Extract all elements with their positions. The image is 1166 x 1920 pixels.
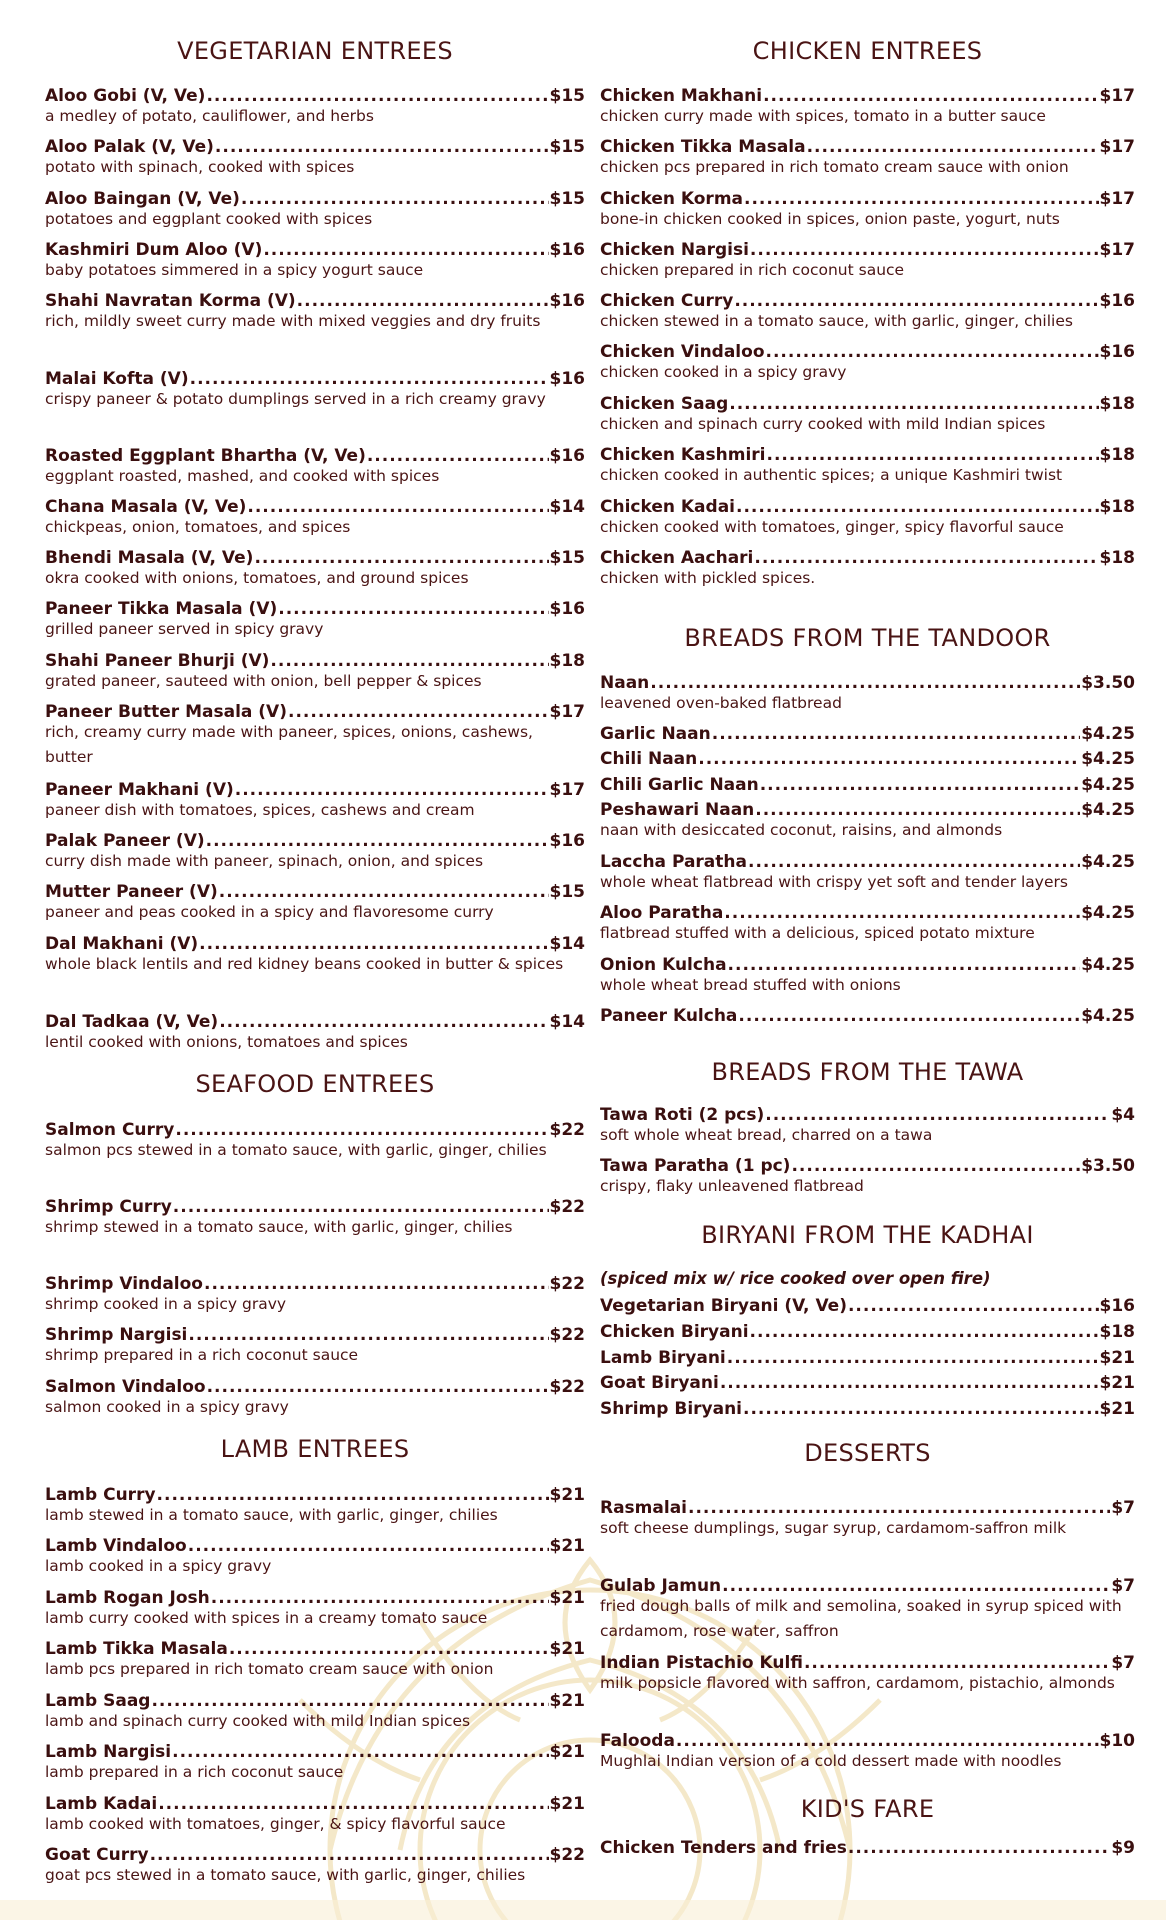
menu-item-description: curry dish made with paneer, spinach, onion, and spices	[45, 852, 484, 870]
menu-item-name: Chicken Tenders and fries	[600, 1838, 847, 1858]
menu-item-chicken-vindaloo	[600, 342, 1135, 385]
menu-item-name: Rasmalai	[600, 1498, 687, 1518]
menu-item-name: Kashmiri Dum Aloo (V)	[45, 240, 263, 260]
menu-item-chicken-kadai	[600, 497, 1135, 540]
menu-item-description: chicken curry made with spices, tomato in a butter sauce	[600, 107, 1046, 125]
menu-item-price: $14	[549, 1012, 585, 1032]
menu-item-price: $18	[1099, 445, 1135, 465]
section-heading: BREADS FROM THE TAWA	[711, 1058, 1024, 1086]
menu-item-description: chicken cooked with tomatoes, ginger, spicy flavorful sauce	[600, 518, 1064, 536]
menu-item-name: Lamb Kadai	[45, 1794, 158, 1814]
menu-item-price: $16	[1099, 342, 1135, 362]
menu-item-price: $18	[1099, 1322, 1135, 1342]
menu-item-lamb-biryani	[600, 1348, 1135, 1369]
menu-item-price: $4.25	[1081, 1006, 1135, 1026]
menu-item-chicken-saag	[600, 394, 1135, 437]
section-heading: BREADS FROM THE TANDOOR	[684, 624, 1051, 652]
menu-item-name: Chili Naan	[600, 749, 698, 769]
menu-item-name: Tawa Roti (2 pcs)	[600, 1105, 765, 1125]
section-heading: KID'S FARE	[800, 1795, 935, 1823]
menu-item-kashmiri-dum-aloo-v	[45, 240, 585, 283]
section-heading: VEGETARIAN ENTREES	[177, 37, 453, 65]
menu-item-aloo-baingan-v-ve	[45, 189, 585, 232]
menu-item-name: Onion Kulcha	[600, 955, 727, 975]
dot-leader	[743, 1399, 1098, 1420]
menu-item-garlic-naan	[600, 724, 1135, 745]
menu-item-price: $15	[549, 882, 585, 902]
menu-item-name: Lamb Saag	[45, 1691, 151, 1711]
menu-item-price: $22	[549, 1197, 585, 1217]
menu-item-description: fried dough balls of milk and semolina, soaked in syrup spiced with cardamom, rose water, saffron	[600, 1597, 1122, 1640]
menu-item-name: Peshawari Naan	[600, 800, 755, 820]
section-heading: DESSERTS	[804, 1439, 931, 1467]
menu-item-paneer-kulcha	[600, 1006, 1135, 1027]
menu-item-description: leavened oven-baked flatbread	[600, 694, 842, 712]
menu-item-name: Shrimp Vindaloo	[45, 1274, 203, 1294]
menu-item-description: chicken stewed in a tomato sauce, with garlic, ginger, chilies	[600, 312, 1073, 330]
menu-item-price: $16	[1099, 291, 1135, 311]
menu-item-name: Indian Pistachio Kulfi	[600, 1653, 803, 1673]
menu-item-price: $21	[549, 1485, 585, 1505]
menu-item-name: Chicken Kashmiri	[600, 445, 766, 465]
menu-item-price: $22	[549, 1377, 585, 1397]
menu-item-price: $18	[549, 651, 585, 671]
menu-item-indian-pistachio-kulfi	[600, 1653, 1135, 1696]
menu-item-name: Paneer Makhani (V)	[45, 780, 234, 800]
menu-item-price: $21	[549, 1691, 585, 1711]
menu-item-price: $7	[1111, 1653, 1135, 1673]
menu-item-description: soft whole wheat bread, charred on a tawa	[600, 1126, 933, 1144]
menu-item-roasted-eggplant-bhartha-v-ve	[45, 446, 585, 489]
menu-item-lamb-vindaloo	[45, 1536, 585, 1579]
section-heading: CHICKEN ENTREES	[752, 37, 983, 65]
menu-item-description: baby potatoes simmered in a spicy yogurt sauce	[45, 261, 424, 279]
menu-item-description: soft cheese dumplings, sugar syrup, cardamom-saffron milk	[600, 1519, 1067, 1537]
section-heading: BIRYANI FROM THE KADHAI	[701, 1221, 1034, 1249]
menu-item-description: chicken cooked in authentic spices; a unique Kashmiri twist	[600, 466, 1063, 484]
menu-item-description: chicken prepared in rich coconut sauce	[600, 261, 905, 279]
menu-item-name: Paneer Kulcha	[600, 1006, 738, 1026]
menu-item-shahi-paneer-bhurji-v	[45, 651, 585, 694]
menu-item-price: $16	[549, 240, 585, 260]
menu-item-goat-biryani	[600, 1373, 1135, 1394]
menu-item-dal-makhani-v	[45, 934, 585, 977]
menu-item-name: Chicken Biryani	[600, 1322, 749, 1342]
menu-item-name: Lamb Biryani	[600, 1348, 726, 1368]
menu-item-description: Mughlai Indian version of a cold dessert made with noodles	[600, 1752, 1062, 1770]
menu-item-description: chicken pcs prepared in rich tomato cream sauce with onion	[600, 158, 1069, 176]
menu-item-name: Chicken Tikka Masala	[600, 137, 806, 157]
menu-item-price: $4.25	[1081, 903, 1135, 923]
menu-item-price: $17	[1099, 137, 1135, 157]
menu-item-name: Aloo Gobi (V, Ve)	[45, 86, 206, 106]
menu-item-onion-kulcha	[600, 955, 1135, 998]
menu-item-paneer-butter-masala-v	[45, 702, 585, 770]
menu-item-price: $3.50	[1081, 673, 1135, 693]
dot-leader	[848, 1838, 1110, 1859]
menu-item-description: whole wheat bread stuffed with onions	[600, 976, 901, 994]
menu-item-name: Chicken Korma	[600, 189, 744, 209]
menu-item-paneer-makhani-v	[45, 780, 585, 823]
menu-item-line	[600, 749, 1135, 770]
menu-item-naan	[600, 673, 1135, 716]
menu-item-name: Lamb Rogan Josh	[45, 1588, 210, 1608]
menu-item-lamb-nargisi	[45, 1742, 585, 1785]
menu-item-price: $9	[1111, 1838, 1135, 1858]
menu-item-description: salmon cooked in a spicy gravy	[45, 1398, 289, 1416]
menu-item-description: chicken with pickled spices.	[600, 569, 816, 587]
menu-item-name: Chicken Aachari	[600, 548, 754, 568]
menu-item-shrimp-biryani	[600, 1399, 1135, 1420]
menu-item-line	[600, 1006, 1135, 1027]
menu-item-description: grilled paneer served in spicy gravy	[45, 620, 324, 638]
menu-item-description: lamb cooked in a spicy gravy	[45, 1557, 272, 1575]
menu-item-name: Malai Kofta (V)	[45, 369, 189, 389]
menu-item-price: $15	[549, 137, 585, 157]
menu-item-description: naan with desiccated coconut, raisins, and almonds	[600, 821, 1003, 839]
menu-item-name: Lamb Tikka Masala	[45, 1639, 228, 1659]
menu-item-lamb-tikka-masala	[45, 1639, 585, 1682]
menu-item-goat-curry	[45, 1845, 585, 1888]
menu-item-price: $7	[1111, 1498, 1135, 1518]
dot-leader	[720, 1373, 1099, 1394]
menu-item-lamb-saag	[45, 1691, 585, 1734]
menu-item-name: Salmon Vindaloo	[45, 1377, 206, 1397]
menu-item-price: $16	[1099, 1296, 1135, 1316]
menu-item-shrimp-vindaloo	[45, 1274, 585, 1317]
menu-item-lamb-rogan-josh	[45, 1588, 585, 1631]
menu-item-description: salmon pcs stewed in a tomato sauce, with garlic, ginger, chilies	[45, 1141, 547, 1159]
menu-item-price: $21	[1099, 1399, 1135, 1419]
menu-item-palak-paneer-v	[45, 831, 585, 874]
menu-item-dal-tadkaa-v-ve	[45, 1012, 585, 1055]
menu-item-falooda	[600, 1731, 1135, 1774]
menu-item-name: Chana Masala (V, Ve)	[45, 497, 247, 517]
menu-item-chicken-korma	[600, 189, 1135, 232]
menu-item-price: $21	[549, 1588, 585, 1608]
menu-item-name: Shrimp Biryani	[600, 1399, 743, 1419]
menu-item-name: Falooda	[600, 1731, 675, 1751]
menu-item-price: $3.50	[1081, 1156, 1135, 1176]
menu-item-chicken-tenders-and-fries	[600, 1838, 1135, 1859]
menu-item-name: Lamb Nargisi	[45, 1742, 172, 1762]
menu-item-description: goat pcs stewed in a tomato sauce, with garlic, ginger, chilies	[45, 1866, 526, 1884]
menu-item-price: $21	[549, 1742, 585, 1762]
menu-item-price: $22	[549, 1325, 585, 1345]
dot-leader	[848, 1296, 1099, 1317]
menu-item-description: rich, creamy curry made with paneer, spices, onions, cashews, butter	[45, 723, 533, 766]
menu-item-price: $4.25	[1081, 800, 1135, 820]
dot-leader	[712, 724, 1080, 745]
menu-item-name: Gulab Jamun	[600, 1576, 722, 1596]
menu-item-salmon-vindaloo	[45, 1377, 585, 1420]
menu-item-name: Paneer Tikka Masala (V)	[45, 599, 278, 619]
menu-item-tawa-paratha-1-pc	[600, 1156, 1135, 1199]
menu-item-description: milk popsicle flavored with saffron, cardamom, pistachio, almonds	[600, 1674, 1115, 1692]
menu-item-name: Roasted Eggplant Bhartha (V, Ve)	[45, 446, 366, 466]
menu-item-vegetarian-biryani-v-ve	[600, 1296, 1135, 1317]
menu-item-name: Vegetarian Biryani (V, Ve)	[600, 1296, 847, 1316]
menu-item-bhendi-masala-v-ve	[45, 548, 585, 591]
menu-item-name: Chicken Makhani	[600, 86, 763, 106]
menu-item-name: Chicken Vindaloo	[600, 342, 765, 362]
menu-item-malai-kofta-v	[45, 369, 585, 412]
menu-item-price: $17	[1099, 86, 1135, 106]
menu-item-chili-garlic-naan	[600, 775, 1135, 796]
dot-leader	[698, 749, 1080, 770]
menu-item-paneer-tikka-masala-v	[45, 599, 585, 642]
menu-item-price: $22	[549, 1274, 585, 1294]
menu-item-description: whole black lentils and red kidney beans cooked in butter & spices	[45, 955, 564, 973]
menu-item-chana-masala-v-ve	[45, 497, 585, 540]
menu-item-price: $17	[1099, 189, 1135, 209]
menu-item-laccha-paratha	[600, 852, 1135, 895]
menu-item-name: Bhendi Masala (V, Ve)	[45, 548, 254, 568]
menu-item-name: Laccha Paratha	[600, 852, 747, 872]
menu-item-description: a medley of potato, cauliflower, and herbs	[45, 107, 374, 125]
menu-item-name: Goat Curry	[45, 1845, 149, 1865]
menu-item-name: Mutter Paneer (V)	[45, 882, 218, 902]
menu-item-price: $18	[1099, 497, 1135, 517]
menu-item-price: $4.25	[1081, 775, 1135, 795]
menu-item-chicken-nargisi	[600, 240, 1135, 283]
menu-item-name: Lamb Vindaloo	[45, 1536, 187, 1556]
menu-item-line	[600, 724, 1135, 745]
menu-item-price: $10	[1099, 1731, 1135, 1751]
menu-item-name: Salmon Curry	[45, 1120, 175, 1140]
menu-item-price: $16	[549, 599, 585, 619]
menu-item-price: $15	[549, 86, 585, 106]
menu-item-line	[600, 775, 1135, 796]
menu-item-price: $21	[549, 1794, 585, 1814]
menu-item-lamb-kadai	[45, 1794, 585, 1837]
menu-item-name: Aloo Palak (V, Ve)	[45, 137, 214, 157]
menu-item-price: $17	[549, 702, 585, 722]
menu-item-price: $21	[1099, 1348, 1135, 1368]
menu-item-description: lamb cooked with tomatoes, ginger, & spicy flavorful sauce	[45, 1815, 506, 1833]
menu-item-name: Shrimp Nargisi	[45, 1325, 188, 1345]
menu-item-shahi-navratan-korma-v	[45, 291, 585, 334]
menu-item-description: lamb pcs prepared in rich tomato cream sauce with onion	[45, 1660, 494, 1678]
menu-item-tawa-roti-2-pcs	[600, 1105, 1135, 1148]
menu-item-price: $7	[1111, 1576, 1135, 1596]
menu-item-name: Paneer Butter Masala (V)	[45, 702, 287, 722]
menu-item-aloo-gobi-v-ve	[45, 86, 585, 129]
menu-item-name: Lamb Curry	[45, 1485, 156, 1505]
menu-item-description: bone-in chicken cooked in spices, onion paste, yogurt, nuts	[600, 210, 1060, 228]
menu-item-shrimp-curry	[45, 1197, 585, 1240]
menu-item-description: whole wheat flatbread with crispy yet soft and tender layers	[600, 873, 1068, 891]
menu-item-price: $22	[549, 1120, 585, 1140]
menu-item-price: $4.25	[1081, 852, 1135, 872]
menu-item-line	[600, 1322, 1135, 1343]
menu-item-description: lentil cooked with onions, tomatoes and spices	[45, 1033, 408, 1051]
menu-item-peshawari-naan	[600, 800, 1135, 843]
menu-item-price: $16	[549, 446, 585, 466]
menu-item-lamb-curry	[45, 1485, 585, 1528]
menu-item-line	[600, 1348, 1135, 1369]
menu-item-aloo-paratha	[600, 903, 1135, 946]
menu-item-description: crispy, flaky unleavened flatbread	[600, 1177, 864, 1195]
menu-item-chili-naan	[600, 749, 1135, 770]
menu-item-name: Chicken Curry	[600, 291, 734, 311]
dot-leader	[727, 1348, 1099, 1369]
menu-item-mutter-paneer-v	[45, 882, 585, 925]
menu-item-description: potato with spinach, cooked with spices	[45, 158, 355, 176]
menu-item-description: chickpeas, onion, tomatoes, and spices	[45, 518, 351, 536]
menu-item-description: lamb stewed in a tomato sauce, with garlic, ginger, chilies	[45, 1506, 498, 1524]
menu-item-price: $16	[549, 369, 585, 389]
menu-item-chicken-tikka-masala	[600, 137, 1135, 180]
menu-item-description: rich, mildly sweet curry made with mixed veggies and dry fruits	[45, 312, 541, 330]
menu-item-name: Chicken Saag	[600, 394, 729, 414]
menu-item-price: $15	[549, 189, 585, 209]
menu-item-gulab-jamun	[600, 1576, 1135, 1644]
dot-leader	[760, 775, 1081, 796]
menu-item-price: $15	[549, 548, 585, 568]
menu-item-description: lamb and spinach curry cooked with mild Indian spices	[45, 1712, 471, 1730]
menu-item-name: Tawa Paratha (1 pc)	[600, 1156, 791, 1176]
menu-item-name: Dal Tadkaa (V, Ve)	[45, 1012, 219, 1032]
menu-item-name: Palak Paneer (V)	[45, 831, 205, 851]
menu-item-price: $4.25	[1081, 724, 1135, 744]
menu-item-price: $21	[549, 1536, 585, 1556]
menu-item-price: $16	[549, 831, 585, 851]
menu-item-line	[600, 1296, 1135, 1317]
menu-item-name: Naan	[600, 673, 650, 693]
section-heading: LAMB ENTREES	[220, 1435, 410, 1463]
menu-item-description: chicken cooked in a spicy gravy	[600, 363, 847, 381]
menu-item-description: okra cooked with onions, tomatoes, and ground spices	[45, 569, 469, 587]
section-note: (spiced mix w/ rice cooked over open fire)	[600, 1269, 991, 1288]
menu-item-description: potatoes and eggplant cooked with spices	[45, 210, 373, 228]
menu-item-name: Chicken Kadai	[600, 497, 735, 517]
menu-item-price: $18	[1099, 394, 1135, 414]
menu-item-description: lamb prepared in a rich coconut sauce	[45, 1763, 344, 1781]
menu-item-name: Chili Garlic Naan	[600, 775, 759, 795]
menu-item-price: $4.25	[1081, 955, 1135, 975]
menu-item-price: $14	[549, 934, 585, 954]
menu-item-rasmalai	[600, 1498, 1135, 1541]
menu-item-salmon-curry	[45, 1120, 585, 1163]
dot-leader	[738, 1006, 1080, 1027]
menu-item-price: $21	[549, 1639, 585, 1659]
menu-item-line	[600, 1373, 1135, 1394]
menu-item-price: $18	[1099, 548, 1135, 568]
menu-item-name: Dal Makhani (V)	[45, 934, 199, 954]
menu-item-description: grated paneer, sauteed with onion, bell pepper & spices	[45, 672, 482, 690]
menu-item-description: crispy paneer & potato dumplings served in a rich creamy gravy	[45, 390, 546, 408]
menu-item-aloo-palak-v-ve	[45, 137, 585, 180]
menu-item-price: $22	[549, 1845, 585, 1865]
menu-item-price: $14	[549, 497, 585, 517]
menu-item-name: Shahi Paneer Bhurji (V)	[45, 651, 270, 671]
menu-item-price: $4	[1111, 1105, 1135, 1125]
menu-item-description: shrimp cooked in a spicy gravy	[45, 1295, 287, 1313]
menu-item-name: Garlic Naan	[600, 724, 711, 744]
menu-item-description: flatbread stuffed with a delicious, spiced potato mixture	[600, 924, 1035, 942]
menu-item-chicken-curry	[600, 291, 1135, 334]
menu-item-price: $21	[1099, 1373, 1135, 1393]
menu-item-price: $17	[549, 780, 585, 800]
menu-item-description: paneer and peas cooked in a spicy and flavoresome curry	[45, 903, 494, 921]
menu-item-price: $17	[1099, 240, 1135, 260]
menu-item-description: chicken and spinach curry cooked with mild Indian spices	[600, 415, 1046, 433]
menu-item-chicken-biryani	[600, 1322, 1135, 1343]
menu-item-description: shrimp stewed in a tomato sauce, with garlic, ginger, chilies	[45, 1218, 513, 1236]
menu-item-description: eggplant roasted, mashed, and cooked with spices	[45, 467, 440, 485]
menu-item-name: Aloo Baingan (V, Ve)	[45, 189, 240, 209]
menu-item-line	[600, 1838, 1135, 1859]
menu-item-price: $16	[549, 291, 585, 311]
menu-item-description: shrimp prepared in a rich coconut sauce	[45, 1346, 359, 1364]
menu-item-shrimp-nargisi	[45, 1325, 585, 1368]
menu-item-name: Chicken Nargisi	[600, 240, 749, 260]
menu-item-description: paneer dish with tomatoes, spices, cashews and cream	[45, 801, 475, 819]
menu-item-name: Shahi Navratan Korma (V)	[45, 291, 296, 311]
dot-leader	[750, 1322, 1099, 1343]
menu-item-chicken-kashmiri	[600, 445, 1135, 488]
menu-item-name: Shrimp Curry	[45, 1197, 172, 1217]
menu-item-chicken-aachari	[600, 548, 1135, 591]
menu-item-chicken-makhani	[600, 86, 1135, 129]
menu-item-name: Aloo Paratha	[600, 903, 724, 923]
menu-item-price: $4.25	[1081, 749, 1135, 769]
menu-item-line	[600, 1399, 1135, 1420]
menu-item-name: Goat Biryani	[600, 1373, 719, 1393]
menu-item-description: lamb curry cooked with spices in a creamy tomato sauce	[45, 1609, 488, 1627]
section-heading: SEAFOOD ENTREES	[195, 1070, 435, 1098]
